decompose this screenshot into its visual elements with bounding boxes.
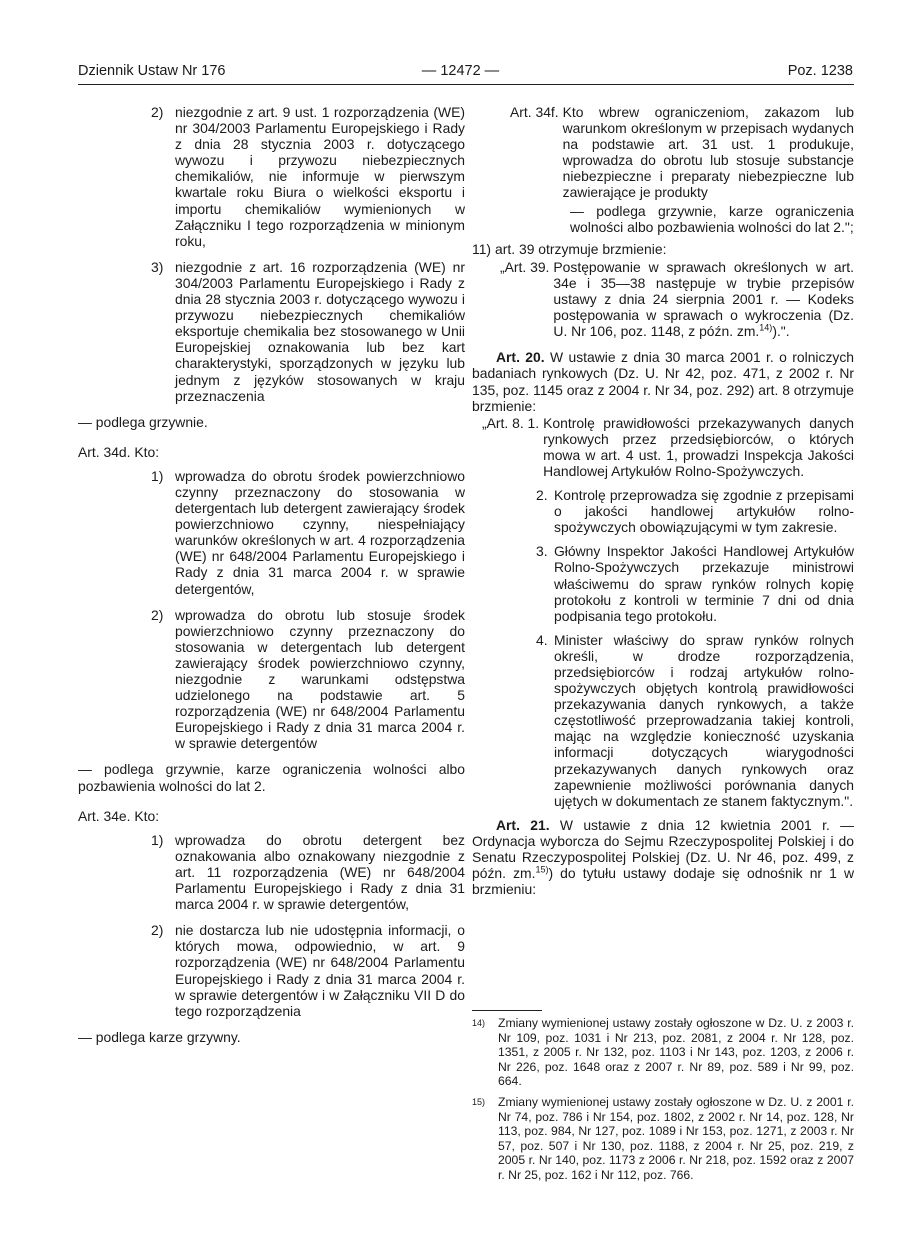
art-39-end: ).". (772, 323, 790, 340)
art-8-para-1 (482, 415, 854, 479)
footnote-14 (472, 1016, 854, 1089)
item-text: Kontrolę przeprowadza się zgodnie z przepisami o jakości handlowej artykułów rolno-spożywczych obowiązującymi w tym zakresie. (554, 487, 854, 536)
art-21-label: Art. 21. (496, 816, 550, 833)
footnote-15 (472, 1095, 854, 1183)
left-column (78, 104, 465, 1045)
art-21 (472, 817, 854, 897)
art-34e-items (151, 832, 465, 1019)
item-11-number: 11) (472, 240, 492, 257)
footnote-divider (472, 1010, 542, 1011)
art-34d-items (151, 468, 465, 752)
art-21-text: W ustawie z dnia 12 kwietnia 2001 r. — Ordynacja wyborcza do Sejmu Rzeczypospolitej Polskiej i do Senatu Rzeczypospolitej Polskiej (Dz. U. Nr 46, poz. 499, z późn. zm. (472, 816, 855, 882)
penalty-34c: — podlega grzywnie. (78, 413, 208, 430)
item-number: 2) (151, 922, 164, 939)
art-20-label: Art. 20. (496, 349, 545, 366)
item-number: 3. (536, 543, 548, 560)
art-34e-heading: Art. 34e. Kto: (78, 807, 160, 824)
item-text: niezgodnie z art. 9 ust. 1 rozporządzenia (WE) nr 304/2003 Parlamentu Europejskiego i Rady z dnia 28 stycznia 2003 r. dotyczącego wywozu i przywozu niebezpiecznych chemikaliów, nie informuje w pierwszym kwartale roku Biura o wielkości eksportu i importu chemikaliów wymienionych w Załączniku I tego rozporządzenia w minionym roku, (175, 104, 465, 249)
item-number: 2) (151, 606, 164, 623)
footnote-ref-15: 15) (535, 864, 549, 875)
list-item (151, 922, 465, 1019)
footnote-mark: 14) (472, 1018, 486, 1028)
art-21-end: ) do tytułu ustawy dodaje się odnośnik nr 1 w brzmieniu: (472, 865, 854, 898)
list-item (151, 607, 465, 752)
art-39-body (553, 259, 854, 339)
art-34c-items (151, 104, 465, 404)
art-34f-penalty: — podlega grzywnie, karze ograniczenia wolności albo pozbawienia wolności do lat 2."; (570, 202, 854, 235)
art-34f-text: Kto wbrew ograniczeniom, zakazom lub warunkom określonym w przepisach wydanych na podstawie art. 31 ust. 1 produkuje, wprowadza do obrotu lub stosuje substancje niebezpieczne i preparaty niebezpieczne lub zawierające je produkty (562, 104, 854, 201)
item-11 (472, 241, 854, 257)
art-8-p1: Kontrolę prawidłowości przekazywanych danych rynkowych przez przedsiębiorców, o których mowa w art. 4 ust. 1, prowadzi Inspekcja Jakości Handlowej Artykułów Rolno-Spożywczych. (543, 414, 854, 479)
header-divider (78, 84, 854, 85)
item-number: 1) (151, 831, 164, 848)
footnote-mark: 15) (472, 1096, 486, 1107)
right-column (472, 104, 854, 897)
footnotes (472, 1016, 854, 1189)
footnote-text: Zmiany wymienionej ustawy zostały ogłoszone w Dz. U. z 2001 r. Nr 74, poz. 786 i Nr 154, poz. 1802, z 2002 r. Nr 14, poz. 128, Nr 113, poz. 984, Nr 127, poz. 1089 i Nr 153, poz. 1271, z 2003 r. Nr 57, poz. 507 i Nr 130, poz. 1188, z 2004 r. Nr 25, poz. 219, z 2005 r. Nr 140, poz. 1173 z 2006 r. Nr 218, poz. 1592 oraz z 2007 r. Nr 25, poz. 162 i Nr 112, poz. 766. (498, 1094, 854, 1182)
art-8-items (536, 487, 854, 809)
list-item (151, 259, 465, 404)
art-20 (472, 349, 854, 413)
list-item (536, 543, 854, 623)
art-39-label: „Art. 39. (500, 258, 550, 275)
penalty-34e: — podlega karze grzywny. (78, 1028, 241, 1045)
art-34f-label: Art. 34f. (510, 104, 559, 120)
list-item (536, 632, 854, 809)
item-number: 4. (536, 631, 548, 648)
position-number: Poz. 1238 (787, 63, 853, 79)
item-number: 2) (151, 104, 164, 120)
item-11-text: art. 39 otrzymuje brzmienie: (495, 240, 667, 257)
item-text: nie dostarcza lub nie udostępnia informacji, o których mowa, odpowiednio, w art. 9 rozporządzenia (WE) nr 648/2004 Parlamentu Europejskiego i Rady z dnia 31 marca 2004 r. w sprawie detergentów i w Załączniku VII D do tego rozporządzenia (175, 922, 465, 1019)
list-item (151, 832, 465, 912)
page-number: — 12472 — (421, 63, 500, 79)
art-8-label: „Art. 8. 1. (482, 414, 540, 431)
art-34d-heading: Art. 34d. Kto: (78, 443, 160, 460)
footnote-ref-14: 14) (759, 322, 773, 333)
art-39 (500, 259, 854, 339)
item-number: 3) (151, 258, 164, 275)
footnote-text: Zmiany wymienionej ustawy zostały ogłoszone w Dz. U. z 2003 r. Nr 109, poz. 1031 i Nr 213, poz. 2081, z 2004 r. Nr 128, poz. 1351, z 2005 r. Nr 132, poz. 1103 i Nr 143, poz. 1203, z 2006 r. Nr 226, poz. 1648 oraz z 2007 r. Nr 89, poz. 589 i Nr 99, poz. 664. (498, 1016, 854, 1089)
item-text: niezgodnie z art. 16 rozporządzenia (WE) nr 304/2003 Parlamentu Europejskiego i Rady z dnia 28 stycznia 2003 r. dotyczącego wywozu i przywozu niebezpiecznych chemikaliów eksportuje chemikalia bez stosowanego w Unii Europejskiej oznakowania lub bez kart charakterystyki, sporządzonych w języku lub jednym z języków stosowanych w kraju przeznaczenia (175, 258, 465, 404)
art-39-text: Postępowanie w sprawach określonych w art. 34e i 35—38 następuje w trybie przepisów ustawy z dnia 24 sierpnia 2001 r. — Kodeks postępowania w sprawach o wykroczenia (Dz. U. Nr 106, poz. 1148, z późn. zm. (553, 258, 854, 340)
item-text: wprowadza do obrotu detergent bez oznakowania albo oznakowany niezgodnie z art. 11 rozporządzenia (WE) nr 648/2004 Parlamentu Europejskiego i Rady z dnia 31 marca 2004 r. w sprawie detergentów, (175, 831, 465, 913)
item-text: Minister właściwy do spraw rynków rolnych określi, w drodze rozporządzenia, przedsiębiorców i rodzaj artykułów rolno-spożywczych objętych kontrolą prawidłowości przekazywania danych rynkowych, a także częstotliwość przeprowadzania takiej kontroli, mając na względzie konieczność uzyskania informacji dotyczących wiarygodności przekazywanych danych rynkowych oraz zapewnienie możliwości porównania danych ujętych w dokumentach ze stanem faktycznym.". (554, 631, 854, 809)
list-item (151, 468, 465, 597)
art-20-text: W ustawie z dnia 30 marca 2001 r. o rolniczych badaniach rynkowych (Dz. U. Nr 42, poz. 471, z 2002 r. Nr 135, poz. 1145 oraz z 2004 r. Nr 34, poz. 292) art. 8 otrzymuje brzmienie: (472, 349, 855, 414)
art-34f (510, 104, 854, 201)
item-text: wprowadza do obrotu środek powierzchniowo czynny przeznaczony do stosowania w detergentach lub detergent zawierający środek powierzchniowo czynny, niespełniający warunków określonych w art. 4 rozporządzenia (WE) nr 648/2004 Parlamentu Europejskiego i Rady z dnia 31 marca 2004 r. w sprawie detergentów, (175, 467, 465, 597)
list-item (536, 487, 854, 535)
item-number: 1) (151, 467, 164, 484)
penalty-34d: — podlega grzywnie, karze ograniczenia wolności albo pozbawienia wolności do lat 2. (78, 761, 465, 794)
item-number: 2. (536, 487, 548, 504)
item-text: Główny Inspektor Jakości Handlowej Artykułów Rolno-Spożywczych przekazuje ministrowi właściwemu do spraw rynków rolnych kopię protokołu z kontroli w terminie 7 dni od dnia podpisania tego protokołu. (554, 543, 854, 624)
list-item (151, 104, 465, 249)
journal-title: Dziennik Ustaw Nr 176 (78, 63, 226, 79)
item-text: wprowadza do obrotu lub stosuje środek powierzchniowo czynny przeznaczony do stosowania w detergentach lub detergent zawierający środek powierzchniowo czynny, niezgodnie z warunkami odstępstwa udzielonego na podstawie art. 5 rozporządzenia (WE) nr 648/2004 Parlamentu Europejskiego i Rady z dnia 31 marca 2004 r. w sprawie detergentów (175, 606, 465, 752)
